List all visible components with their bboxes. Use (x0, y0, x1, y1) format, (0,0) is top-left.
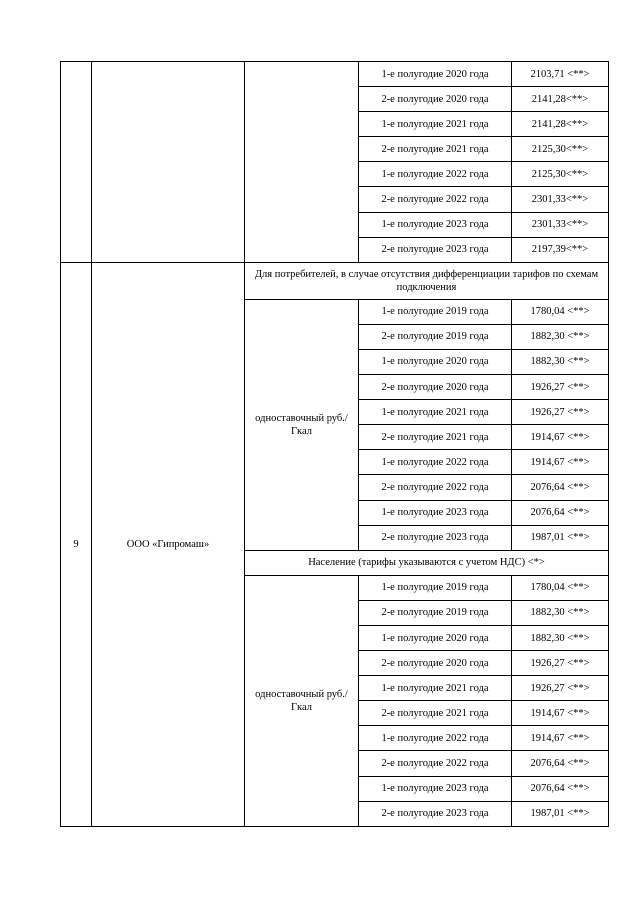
value-cell: 1914,67 <**> (512, 425, 609, 450)
period-cell: 2-е полугодие 2020 года (359, 87, 512, 112)
organization-name: ООО «Гипромаш» (92, 262, 245, 826)
period-cell: 1-е полугодие 2023 года (359, 776, 512, 801)
value-cell: 1882,30 <**> (512, 349, 609, 374)
value-cell: 2103,71 <**> (512, 62, 609, 87)
value-cell: 1914,67 <**> (512, 726, 609, 751)
value-cell: 2076,64 <**> (512, 475, 609, 500)
tariff-table (60, 61, 609, 827)
period-cell: 2-е полугодие 2022 года (359, 475, 512, 500)
value-cell: 1926,27 <**> (512, 651, 609, 676)
value-cell: 1780,04 <**> (512, 575, 609, 600)
value-cell: 2141,28<**> (512, 112, 609, 137)
value-cell: 1780,04 <**> (512, 299, 609, 324)
period-cell: 1-е полугодие 2022 года (359, 726, 512, 751)
organization-cell-empty (92, 62, 245, 263)
period-cell: 1-е полугодие 2019 года (359, 575, 512, 600)
value-cell: 1926,27 <**> (512, 375, 609, 400)
value-cell: 2076,64 <**> (512, 751, 609, 776)
rate-cell-empty (245, 62, 359, 263)
value-cell: 1914,67 <**> (512, 701, 609, 726)
period-cell: 2-е полугодие 2021 года (359, 701, 512, 726)
period-cell: 2-е полугодие 2023 года (359, 801, 512, 826)
period-cell: 1-е полугодие 2019 года (359, 299, 512, 324)
period-cell: 2-е полугодие 2022 года (359, 187, 512, 212)
value-cell: 2125,30<**> (512, 137, 609, 162)
section-title: Население (тарифы указываются с учетом НДС) <*> (245, 550, 609, 575)
period-cell: 2-е полугодие 2021 года (359, 425, 512, 450)
value-cell: 2125,30<**> (512, 162, 609, 187)
value-cell: 2301,33<**> (512, 187, 609, 212)
period-cell: 1-е полугодие 2021 года (359, 112, 512, 137)
period-cell: 1-е полугодие 2020 года (359, 62, 512, 87)
value-cell: 1926,27 <**> (512, 676, 609, 701)
period-cell: 2-е полугодие 2023 года (359, 525, 512, 550)
number-cell-empty (61, 62, 92, 263)
period-cell: 2-е полугодие 2019 года (359, 600, 512, 625)
period-cell: 1-е полугодие 2020 года (359, 349, 512, 374)
value-cell: 2076,64 <**> (512, 500, 609, 525)
period-cell: 1-е полугодие 2022 года (359, 162, 512, 187)
section-title: Для потребителей, в случае отсутствия дифференциации тарифов по схемам подключения (245, 262, 609, 299)
entry-number: 9 (61, 262, 92, 826)
period-cell: 1-е полугодие 2022 года (359, 450, 512, 475)
period-cell: 1-е полугодие 2023 года (359, 500, 512, 525)
value-cell: 1882,30 <**> (512, 625, 609, 650)
value-cell: 1914,67 <**> (512, 450, 609, 475)
value-cell: 2076,64 <**> (512, 776, 609, 801)
period-cell: 2-е полугодие 2021 года (359, 137, 512, 162)
period-cell: 1-е полугодие 2021 года (359, 676, 512, 701)
value-cell: 1882,30 <**> (512, 600, 609, 625)
period-cell: 2-е полугодие 2020 года (359, 651, 512, 676)
value-cell: 1987,01 <**> (512, 525, 609, 550)
value-cell: 2141,28<**> (512, 87, 609, 112)
table-row (61, 62, 609, 87)
table-row (61, 262, 609, 299)
value-cell: 1882,30 <**> (512, 324, 609, 349)
value-cell: 1987,01 <**> (512, 801, 609, 826)
value-cell: 2197,39<**> (512, 237, 609, 262)
period-cell: 1-е полугодие 2023 года (359, 212, 512, 237)
value-cell: 1926,27 <**> (512, 400, 609, 425)
period-cell: 2-е полугодие 2019 года (359, 324, 512, 349)
period-cell: 2-е полугодие 2020 года (359, 375, 512, 400)
period-cell: 1-е полугодие 2020 года (359, 625, 512, 650)
rate-type: одноставочный руб./Гкал (245, 575, 359, 826)
period-cell: 1-е полугодие 2021 года (359, 400, 512, 425)
period-cell: 2-е полугодие 2022 года (359, 751, 512, 776)
period-cell: 2-е полугодие 2023 года (359, 237, 512, 262)
rate-type: одноставочный руб./Гкал (245, 299, 359, 550)
value-cell: 2301,33<**> (512, 212, 609, 237)
